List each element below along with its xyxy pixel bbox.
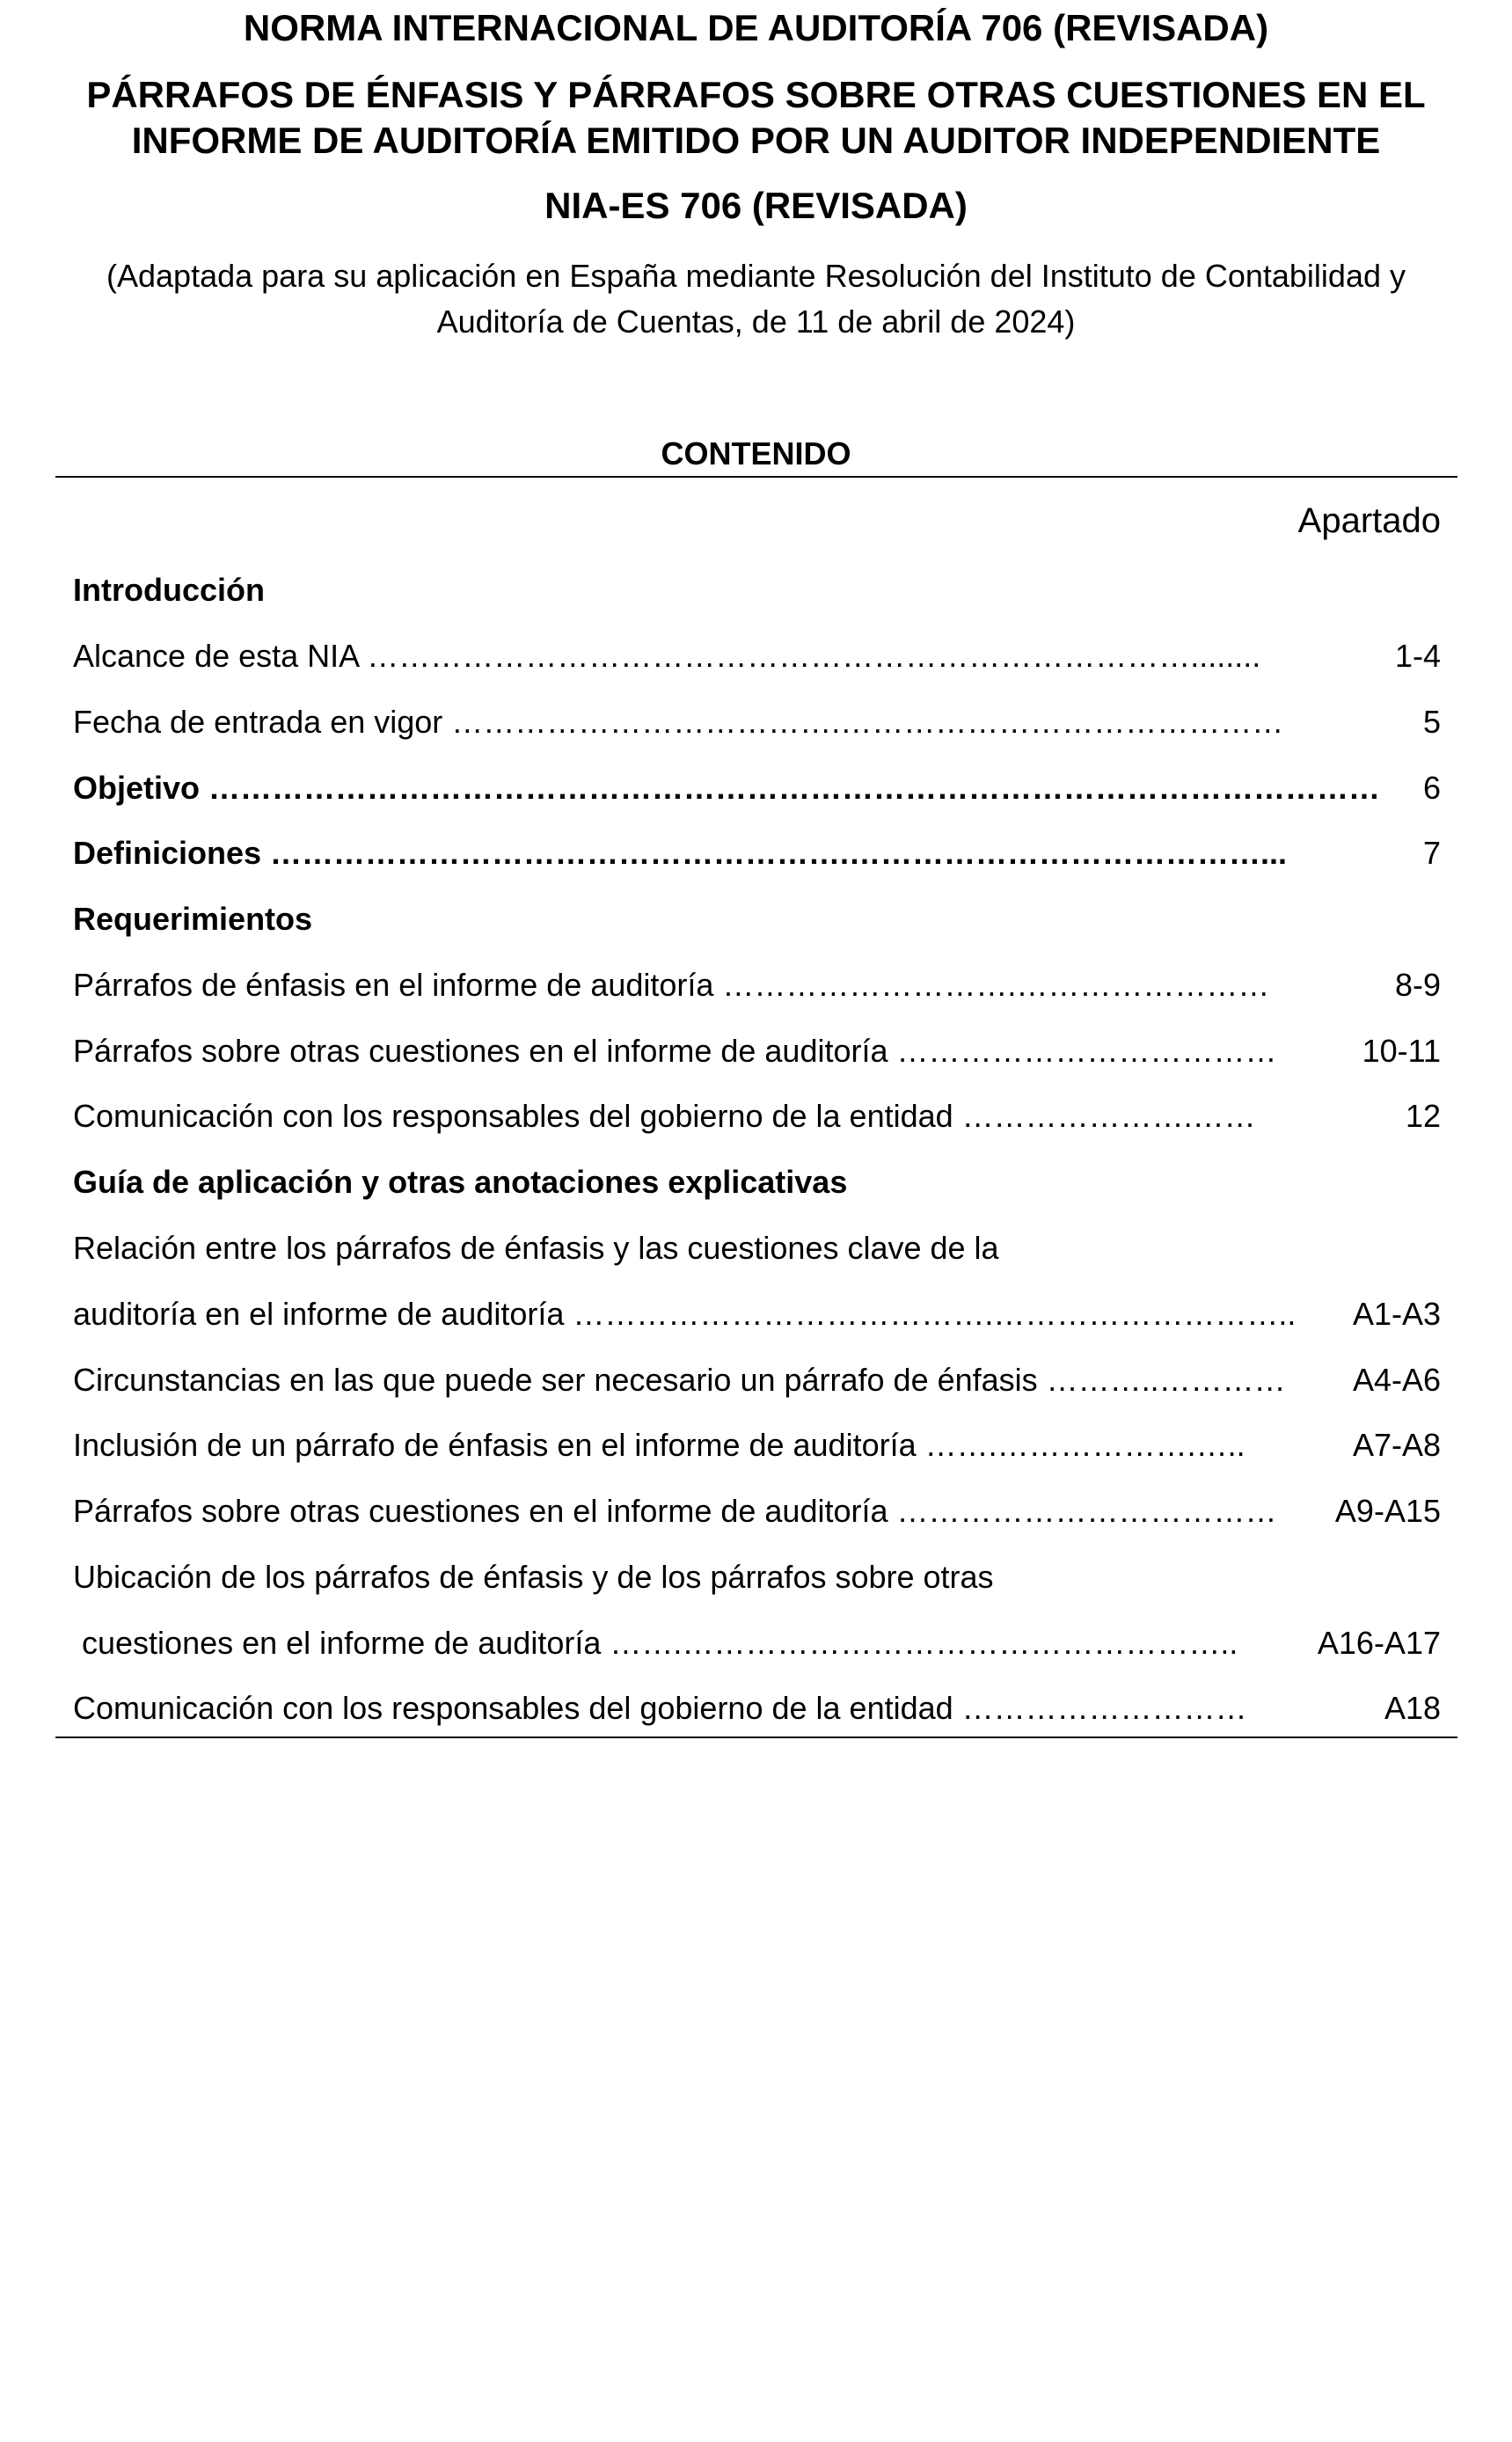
toc-ref: 8-9 xyxy=(1394,967,1441,1003)
toc-label: Requerimientos xyxy=(73,901,313,937)
toc-ref: A9-A15 xyxy=(1334,1493,1441,1529)
adaptation-note-line2: Auditoría de Cuentas, de 11 de abril de 2024) xyxy=(436,303,1076,340)
toc-ref: A16-A17 xyxy=(1317,1625,1441,1661)
toc-section-heading xyxy=(73,566,1441,615)
toc-ref: A4-A6 xyxy=(1352,1362,1441,1398)
toc-label: Párrafos sobre otras cuestiones en el informe de auditoría ……………………………… xyxy=(73,1033,1277,1069)
toc-label: Circunstancias en las que puede ser necesario un párrafo de énfasis ………..………… xyxy=(73,1362,1286,1398)
contents-top-rule xyxy=(55,476,1457,478)
toc-ref: 6 xyxy=(1422,770,1441,806)
toc-label: Guía de aplicación y otras anotaciones explicativas xyxy=(73,1164,848,1200)
toc-label: Objetivo ………………………………………………………………………………………………… xyxy=(73,770,1381,806)
toc-entry xyxy=(73,632,1441,681)
toc-ref: 12 xyxy=(1405,1098,1441,1134)
toc-ref: 10-11 xyxy=(1362,1033,1441,1069)
toc-entry xyxy=(73,1421,1441,1470)
toc-label: Inclusión de un párrafo de énfasis en el informe de auditoría …….……………….….. xyxy=(73,1427,1245,1463)
toc-entry-line1 xyxy=(73,1553,1441,1602)
standard-subtitle-line2: INFORME DE AUDITORÍA EMITIDO POR UN AUDITOR INDEPENDIENTE xyxy=(131,120,1381,161)
toc-label: Párrafos de énfasis en el informe de auditoría ……………………….…………………… xyxy=(73,967,1270,1003)
toc-ref: A1-A3 xyxy=(1352,1296,1441,1332)
toc-label: Alcance de esta NIA ……………………………………………………………………........ xyxy=(73,638,1261,674)
standard-code: NIA-ES 706 (REVISADA) xyxy=(544,185,968,226)
toc-entry xyxy=(73,829,1441,878)
toc-ref: A18 xyxy=(1384,1690,1441,1726)
toc-ref: 1-4 xyxy=(1394,638,1441,674)
toc-section-heading xyxy=(73,1158,1441,1207)
contents-bottom-rule xyxy=(55,1736,1457,1738)
toc-label: Comunicación con los responsables del gobierno de la entidad ………………….…… xyxy=(73,1098,1256,1134)
contents-heading: CONTENIDO xyxy=(661,435,851,472)
toc-label: Fecha de entrada en vigor ……………………………….…………………………………… xyxy=(73,704,1284,740)
toc-label: Ubicación de los párrafos de énfasis y de los párrafos sobre otras xyxy=(73,1559,994,1595)
toc-entry xyxy=(73,1487,1441,1536)
toc-label: cuestiones en el informe de auditoría …….…………………………………………….. xyxy=(82,1625,1238,1661)
toc-entry-line1 xyxy=(73,1224,1441,1273)
toc-entry xyxy=(73,1619,1441,1668)
standard-subtitle-line1: PÁRRAFOS DE ÉNFASIS Y PÁRRAFOS SOBRE OTRAS CUESTIONES EN EL xyxy=(86,74,1426,115)
standard-title: NORMA INTERNACIONAL DE AUDITORÍA 706 (REVISADA) xyxy=(243,7,1269,48)
toc-entry xyxy=(73,698,1441,747)
toc-label: Comunicación con los responsables del gobierno de la entidad ……………………… xyxy=(73,1690,1247,1726)
toc-entry xyxy=(73,1356,1441,1405)
toc-entry xyxy=(73,1290,1441,1339)
toc-label: Introducción xyxy=(73,572,265,608)
toc-label: Definiciones ……………………………………………….…………………………………... xyxy=(73,835,1288,871)
toc-label: Párrafos sobre otras cuestiones en el informe de auditoría ……………………………… xyxy=(73,1493,1277,1529)
toc-ref: 5 xyxy=(1422,704,1441,740)
toc-section-heading xyxy=(73,895,1441,944)
adaptation-note-line1: (Adaptada para su aplicación en España mediante Resolución del Instituto de Contabilidad y xyxy=(106,258,1406,294)
toc-ref: A7-A8 xyxy=(1352,1427,1441,1463)
toc-ref: 7 xyxy=(1422,835,1441,871)
toc-entry xyxy=(73,764,1441,813)
toc-entry xyxy=(73,1092,1441,1141)
toc-entry xyxy=(73,961,1441,1010)
toc-entry xyxy=(73,1027,1441,1076)
toc-entry xyxy=(73,1684,1441,1733)
toc-label: auditoría en el informe de auditoría ………………………………….……………………….. xyxy=(73,1296,1297,1332)
section-column-label: Apartado xyxy=(1297,501,1441,540)
toc-label: Relación entre los párrafos de énfasis y las cuestiones clave de la xyxy=(73,1230,999,1266)
